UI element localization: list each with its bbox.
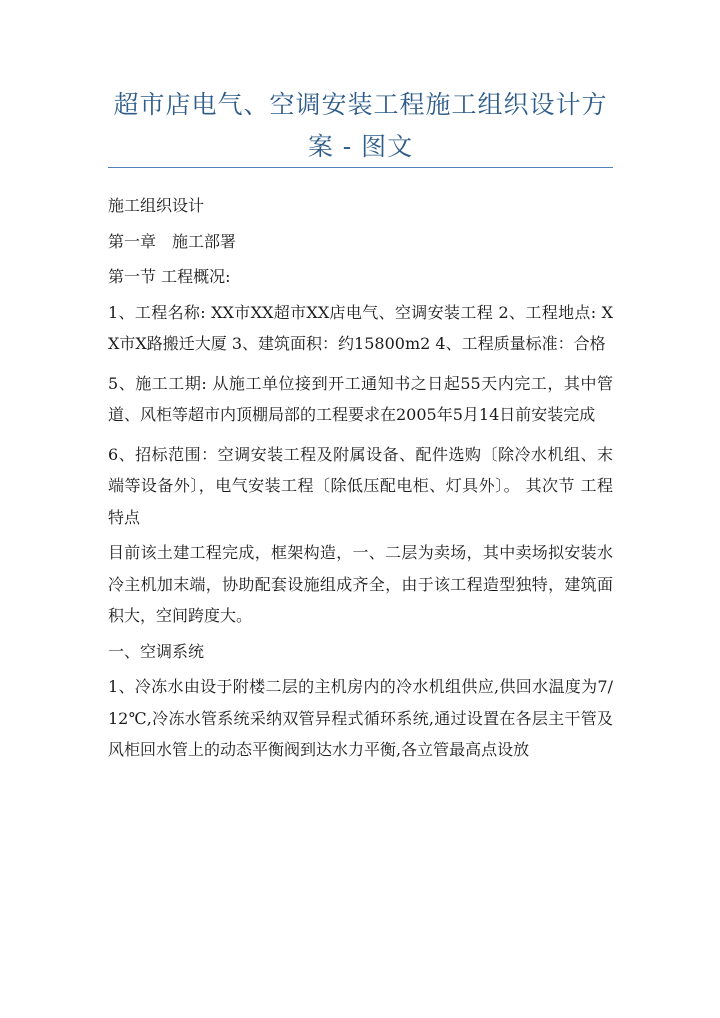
heading-construction-design: 施工组织设计 bbox=[108, 196, 205, 215]
heading-chapter-1: 第一章 施工部署 bbox=[108, 231, 237, 251]
paragraph-chilled-water: 1、冷冻水由设于附楼二层的主机房内的冷水机组供应,供回水温度为7/12℃,冷冻水管系统采纳双管异程式循环系统,通过设置在各层主干管及风柜回水管上的动态平衡阀到达水力平衡,各立管最高点设放 bbox=[108, 677, 613, 759]
document-body bbox=[108, 190, 613, 766]
paragraph-bidding-scope: 6、招标范围：空调安装工程及附属设备、配件选购〔除冷水机组、末端等设备外〕，电气安装工程〔除低压配电柜、灯具外〕。 其次节 工程特点 bbox=[108, 444, 613, 527]
heading-section-1: 第一节 工程概况: bbox=[108, 267, 231, 286]
heading-ac-system: 一、空调系统 bbox=[108, 641, 205, 661]
paragraph-construction-period: 5、施工工期: 从施工单位接到开工通知书之日起55天内完工，其中管道、风柜等超市内顶棚局部的工程要求在2005年5月14日前安装完成 bbox=[108, 373, 613, 424]
title-divider bbox=[108, 167, 613, 168]
document-title: 超市店电气、空调安装工程施工组织设计方案 - 图文 bbox=[113, 90, 608, 161]
paragraph-project-info: 1、工程名称: XX市XX超市XX店电气、空调安装工程 2、工程地点: XX市X路搬迁大厦 3、建筑面积：约15800m2 4、工程质量标准：合格 bbox=[108, 302, 613, 353]
paragraph-project-features: 目前该土建工程完成，框架构造，一、二层为卖场，其中卖场拟安装水冷主机加末端，协助配套设施组成齐全，由于该工程造型独特，建筑面积大，空间跨度大。 bbox=[108, 543, 613, 625]
